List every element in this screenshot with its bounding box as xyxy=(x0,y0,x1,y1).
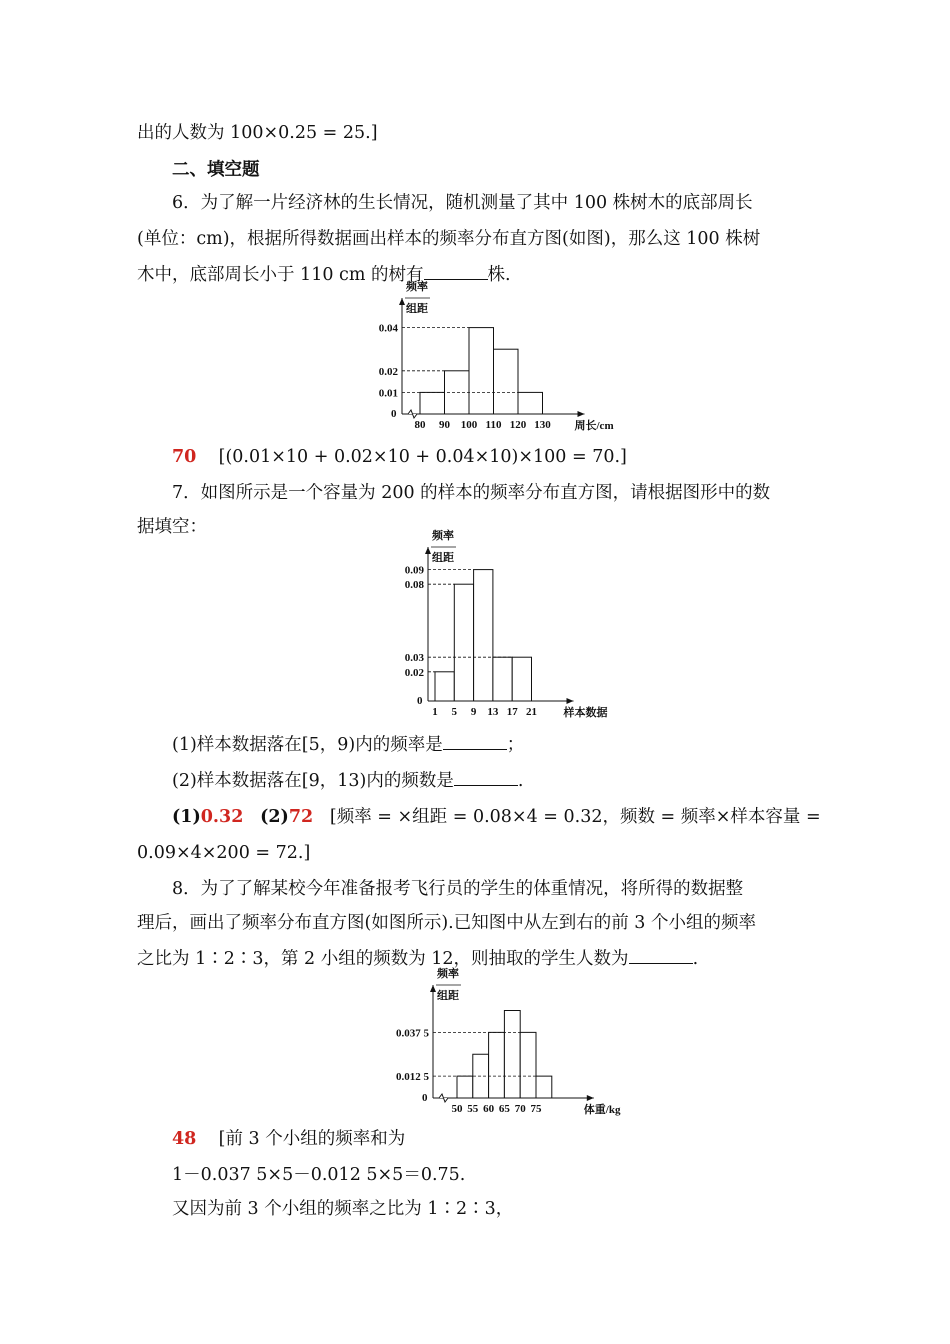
x-tick-label: 50 xyxy=(451,1103,463,1115)
histogram-bar xyxy=(474,570,493,701)
q7-sub-2 xyxy=(172,768,523,794)
x-axis-label: 样本数据 xyxy=(563,707,608,719)
histogram-bar xyxy=(493,657,512,701)
q6-text-end: 株. xyxy=(487,265,511,285)
y-tick-label: 0.02 xyxy=(404,666,424,679)
y-tick-label: 0.02 xyxy=(378,365,398,378)
answer-blank xyxy=(443,733,507,750)
y-axis-arrow xyxy=(399,298,405,305)
histogram-bar xyxy=(536,1076,552,1098)
x-tick-label: 100 xyxy=(460,419,478,431)
answer-6-value: 70 xyxy=(172,447,197,467)
histogram-bar xyxy=(435,672,454,701)
answer-7-label-1: (1) xyxy=(172,807,201,827)
q8-line-1: 8．为了了解某校今年准备报考飞行员的学生的体重情况，将所得的数据整 xyxy=(172,879,744,899)
answer-blank xyxy=(629,947,693,964)
y-axis-label-bottom: 组距 xyxy=(437,990,459,1002)
x-axis-label: 体重/kg xyxy=(583,1104,621,1116)
x-axis-arrow xyxy=(578,411,585,417)
q7-sub-2-end: . xyxy=(517,771,524,791)
histogram-1 xyxy=(360,281,630,434)
y-axis-label-top: 频率 xyxy=(406,281,428,293)
q6-line-3 xyxy=(137,262,511,288)
answer-6-explanation: [(0.01×10 + 0.02×10 + 0.04×10)×100 = 70.] xyxy=(218,447,627,467)
histogram-3 xyxy=(385,968,621,1118)
q7-sub-1-text: (1)样本数据落在[5，9)内的频率是 xyxy=(172,735,443,755)
answer-6 xyxy=(172,444,627,470)
x-tick-label: 13 xyxy=(487,706,499,718)
x-tick-label: 17 xyxy=(506,706,518,718)
answer-blank xyxy=(424,263,488,280)
x-tick-label: 60 xyxy=(483,1103,495,1115)
answer-8-explanation: [前 3 个小组的频率和为 xyxy=(218,1129,406,1149)
y-tick-label: 0.012 5 xyxy=(396,1071,429,1084)
answer-7 xyxy=(172,804,821,830)
x-tick-label: 110 xyxy=(485,419,502,431)
y-tick-label: 0.01 xyxy=(378,387,398,400)
y-axis-label-top: 频率 xyxy=(437,968,459,980)
answer-7-line-2: 0.09×4×200 = 72.] xyxy=(137,843,311,863)
origin-label: 0 xyxy=(422,1092,428,1104)
y-tick-label: 0.03 xyxy=(404,652,424,665)
x-axis-label: 周长/cm xyxy=(574,420,614,432)
text-line-1: 出的人数为 100×0.25 = 25.] xyxy=(137,123,378,143)
answer-8-line-2: 1－0.037 5×5－0.012 5×5＝0.75. xyxy=(172,1165,466,1185)
answer-7-value-2: 72 xyxy=(288,807,314,827)
q6-text: 木中，底部周长小于 110 cm 的树有 xyxy=(137,265,424,285)
answer-blank xyxy=(454,769,518,786)
answer-8 xyxy=(172,1126,405,1152)
x-tick-label: 5 xyxy=(451,706,458,718)
histogram-bar xyxy=(520,1032,536,1098)
x-tick-label: 55 xyxy=(467,1103,479,1115)
x-tick-label: 130 xyxy=(534,419,551,431)
x-axis-arrow xyxy=(567,698,574,704)
x-tick-label: 70 xyxy=(514,1103,526,1115)
axis-break xyxy=(439,1094,448,1102)
histogram-bar xyxy=(489,1032,505,1098)
y-axis-arrow xyxy=(430,985,436,992)
axis-break xyxy=(408,410,417,418)
q6-line-1: 6．为了解一片经济林的生长情况，随机测量了其中 100 株树木的底部周长 xyxy=(172,193,753,213)
q8-text-end: . xyxy=(692,949,699,969)
x-tick-label: 21 xyxy=(526,706,537,718)
q8-text: 之比为 1∶2∶3，第 2 小组的频数为 12，则抽取的学生人数为 xyxy=(137,949,629,969)
q8-line-3 xyxy=(137,946,698,972)
answer-8-value: 48 xyxy=(172,1129,197,1149)
histogram-bar xyxy=(457,1076,473,1098)
histogram-bar xyxy=(469,328,494,414)
q7-sub-1-end: ； xyxy=(506,735,525,755)
y-tick-label: 0.08 xyxy=(404,579,424,592)
answer-7-value-1: 0.32 xyxy=(200,807,244,827)
x-tick-label: 65 xyxy=(498,1103,510,1115)
x-tick-label: 120 xyxy=(509,419,527,431)
y-axis-label-top: 频率 xyxy=(432,530,454,542)
histogram-bar xyxy=(504,1011,520,1099)
histogram-bar xyxy=(420,392,445,414)
x-tick-label: 80 xyxy=(414,419,426,431)
y-axis-arrow xyxy=(425,547,431,554)
histogram-bar xyxy=(454,584,473,701)
y-tick-label: 0.037 5 xyxy=(396,1027,429,1040)
y-tick-label: 0.09 xyxy=(404,564,424,577)
y-axis-label-bottom: 组距 xyxy=(406,303,428,315)
section-heading: 二、填空题 xyxy=(172,160,260,180)
y-tick-label: 0.04 xyxy=(378,322,398,335)
x-tick-label: 1 xyxy=(432,706,438,718)
y-axis-label-bottom: 组距 xyxy=(432,552,454,564)
q7-line-1: 7．如图所示是一个容量为 200 的样本的频率分布直方图，请根据图形中的数 xyxy=(172,483,771,503)
histogram-bar xyxy=(518,392,543,414)
answer-7-label-2: (2) xyxy=(260,807,289,827)
q6-line-2: (单位：cm)，根据所得数据画出样本的频率分布直方图(如图)，那么这 100 株树 xyxy=(137,229,761,249)
histogram-bar xyxy=(494,349,519,414)
x-tick-label: 9 xyxy=(470,706,477,718)
answer-8-line-3: 又因为前 3 个小组的频率之比为 1∶2∶3， xyxy=(172,1199,514,1219)
q7-sub-1 xyxy=(172,732,524,758)
origin-label: 0 xyxy=(417,695,423,707)
origin-label: 0 xyxy=(391,408,397,420)
x-tick-label: 90 xyxy=(439,419,450,431)
q7-line-2: 据填空： xyxy=(137,517,207,537)
q8-line-2: 理后，画出了频率分布直方图(如图所示).已知图中从左到右的前 3 个小组的频率 xyxy=(137,913,756,933)
histogram-2 xyxy=(378,530,618,724)
x-axis-arrow xyxy=(587,1095,594,1101)
q7-sub-2-text: (2)样本数据落在[9，13)内的频数是 xyxy=(172,771,454,791)
histogram-bar xyxy=(512,657,531,701)
x-tick-label: 75 xyxy=(530,1103,542,1115)
answer-7-explanation: [频率 = ×组距 = 0.08×4 = 0.32，频数 = 频率×样本容量 = xyxy=(329,807,821,827)
